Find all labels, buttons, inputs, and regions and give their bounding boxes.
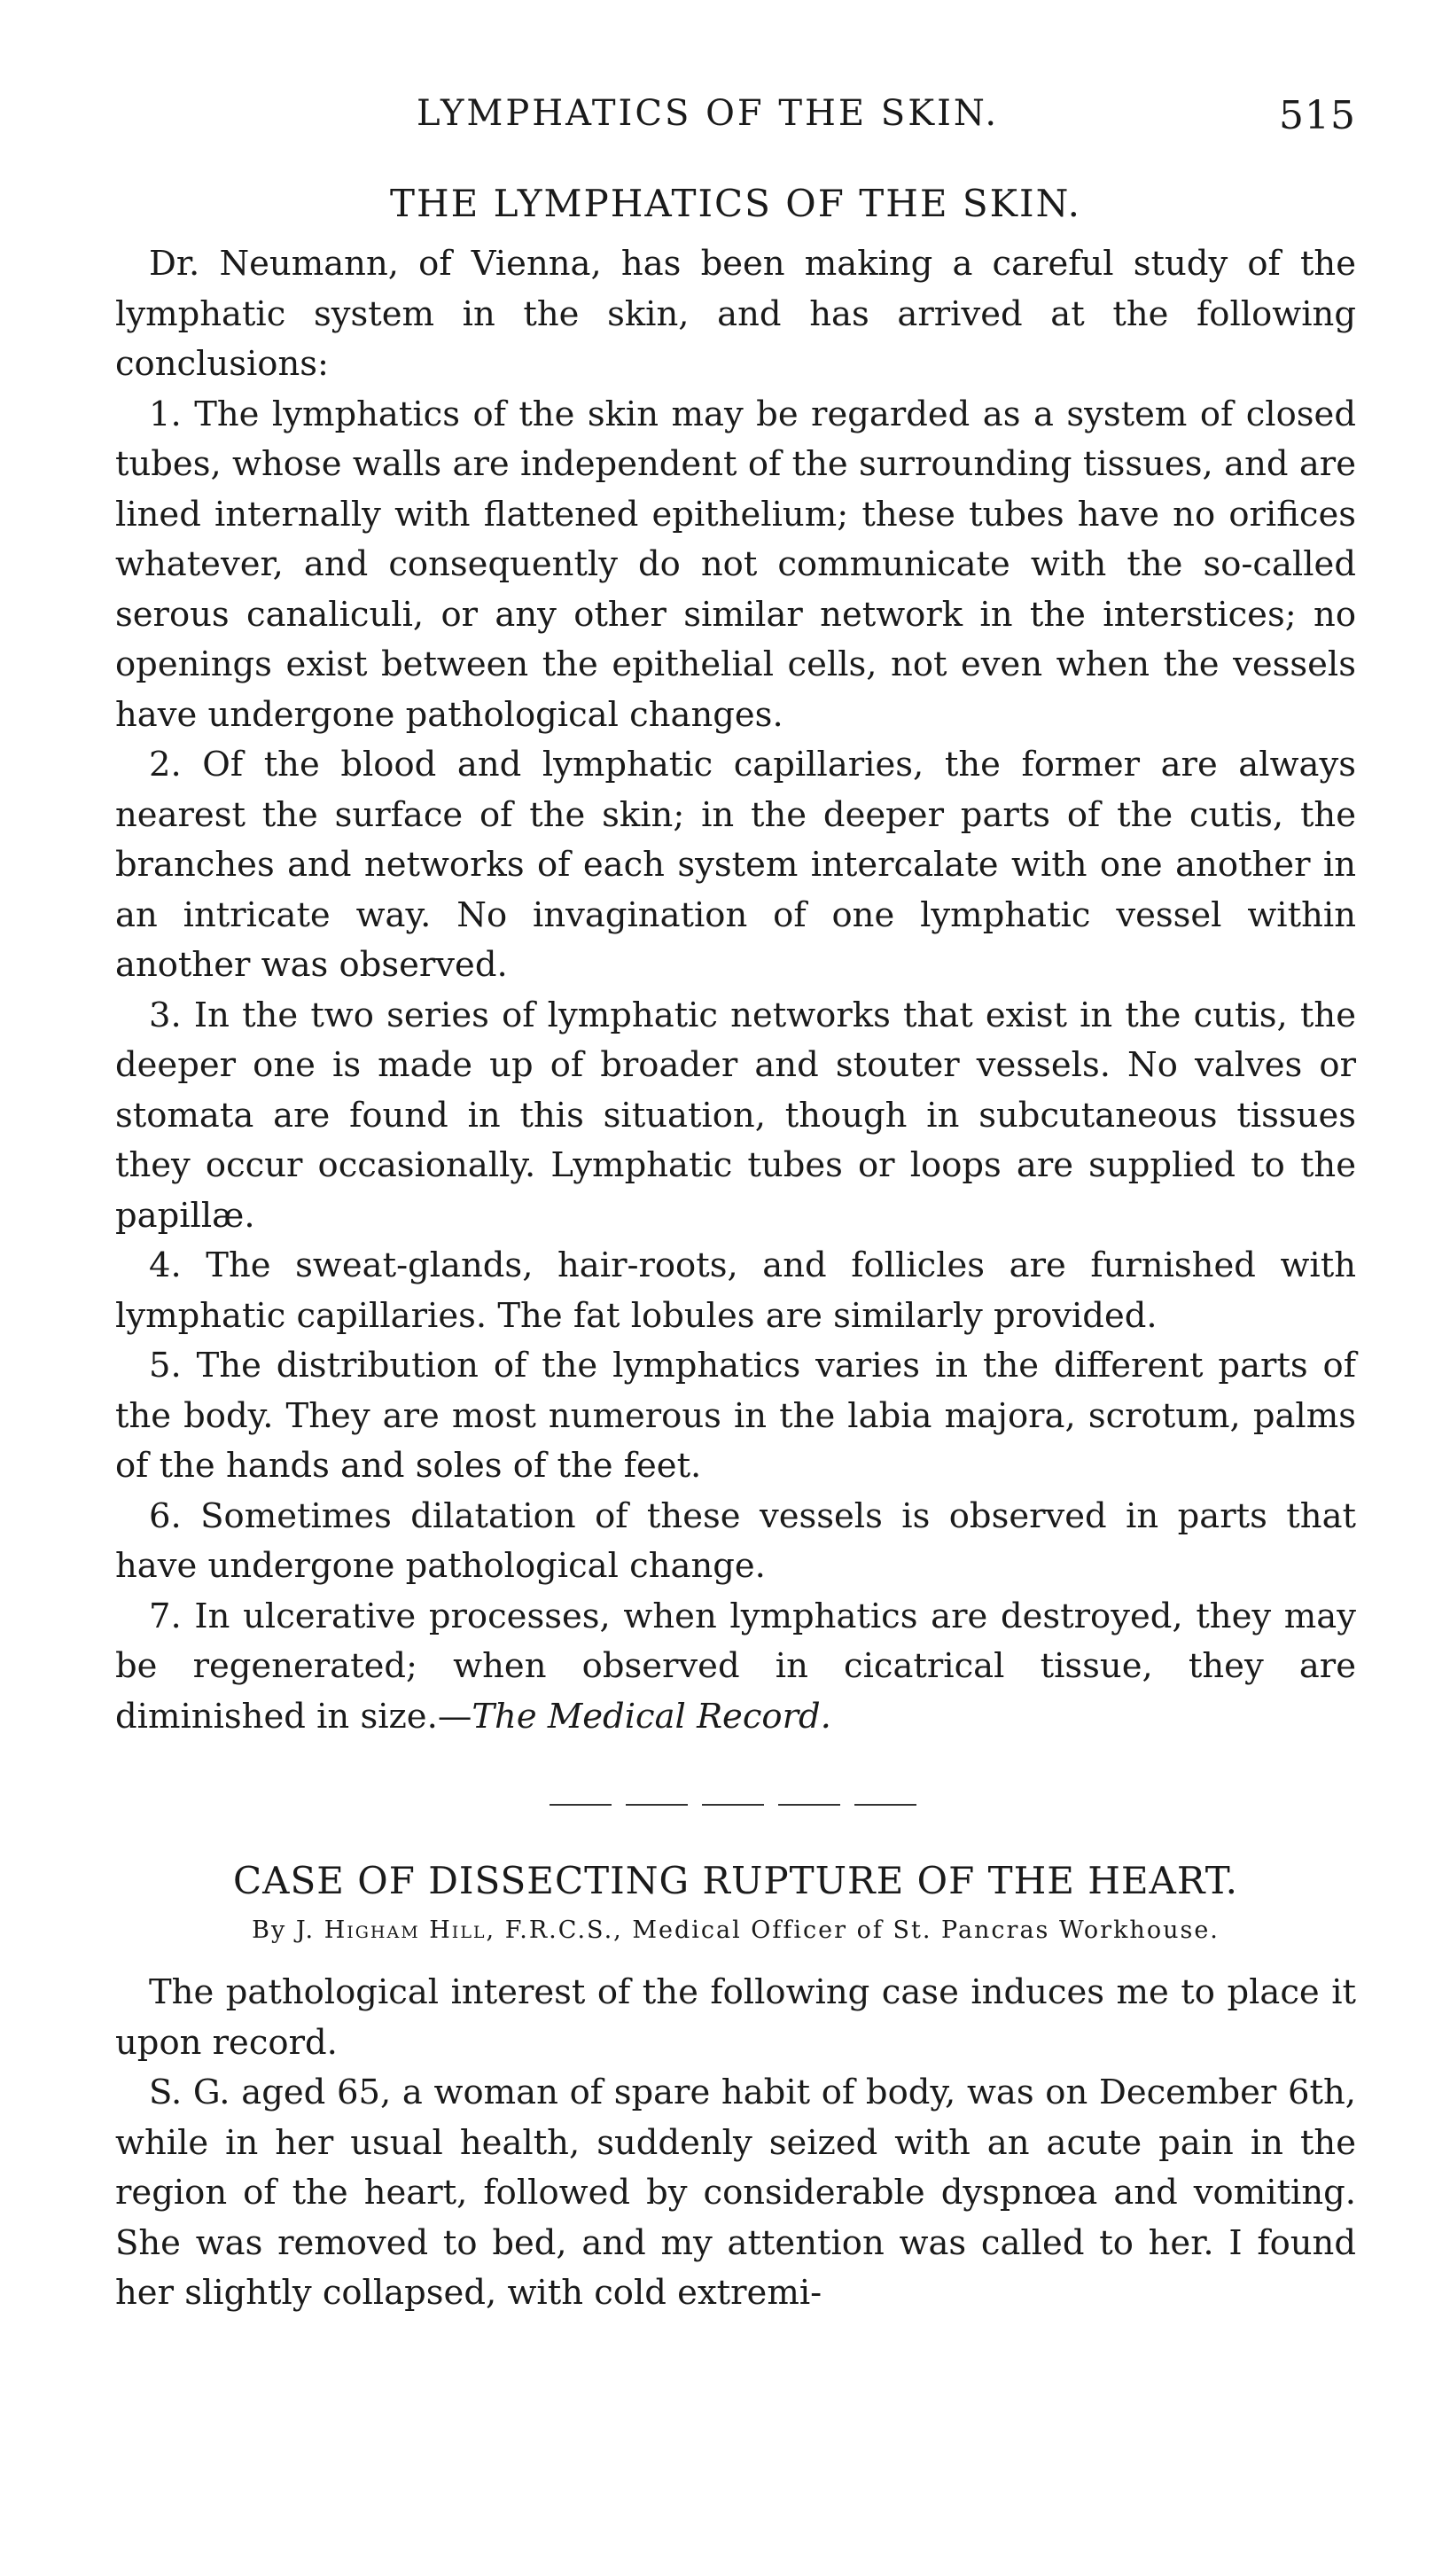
page-number: 515	[1279, 93, 1356, 138]
running-header	[115, 84, 1356, 146]
intro-paragraph: Dr. Neumann, of Vienna, has been making a careful study of the lymphatic system in the skin, and has arrived at the following conclusions:	[115, 244, 1356, 384]
byline-prefix: By	[252, 1916, 287, 1944]
conclusion-item: 6. Sometimes dilatation of these vessels is observed in parts that have undergone pathological change.	[115, 1495, 1356, 1586]
article-title: CASE OF DISSECTING RUPTURE OF THE HEART.	[233, 1859, 1238, 1902]
byline-credentials: F.R.C.S., Medical Officer of St. Pancras Workhouse.	[504, 1916, 1220, 1944]
article-case-report	[115, 1859, 1356, 2319]
article-title: THE LYMPHATICS OF THE SKIN.	[389, 182, 1082, 225]
conclusion-item: 2. Of the blood and lymphatic capillaries, the former are always nearest the surface of the skin; in the deeper parts of the cutis, the branches and networks of each system intercalate with one another in an intricate way. No invagination of one lymphatic vessel within another was observed.	[115, 745, 1356, 985]
section-divider	[550, 1804, 922, 1806]
article-lymphatics	[115, 182, 1356, 1742]
running-header-title: LYMPHATICS OF THE SKIN.	[417, 93, 1000, 134]
body-paragraph: S. G. aged 65, a woman of spare habit of body, was on December 6th, while in her usual health, suddenly seized with an acute pain in the region of the heart, followed by considerable dyspnœa and vomiting. She was removed to bed, and my attention was called to her. I found her slightly collapsed, with cold extremi-	[115, 2073, 1356, 2313]
byline	[115, 1911, 1356, 1950]
conclusion-item: 1. The lymphatics of the skin may be regarded as a system of closed tubes, whose walls are independent of the surrounding tissues, and are lined internally with flattened epithelium; these tubes have no orifices whatever, and consequently do not communicate with the so-called serous canaliculi, or any other similar network in the interstices; no openings exist between the epithelial cells, not even when the vessels have undergone pathological changes.	[115, 394, 1356, 735]
source-citation: The Medical Record.	[472, 1696, 831, 1737]
page	[115, 84, 1356, 2319]
conclusion-text: 7. In ulcerative processes, when lymphatics are destroyed, they may be regenerated; when observed in cicatrical tissue, they are diminished in size.—	[115, 1596, 1356, 1737]
conclusion-item: 4. The sweat-glands, hair-roots, and follicles are furnished with lymphatic capillaries. The fat lobules are similarly provided.	[115, 1245, 1356, 1336]
byline-author: J. Higham Hill,	[295, 1916, 496, 1944]
conclusion-item: 3. In the two series of lymphatic networks that exist in the cutis, the deeper one is made up of broader and stouter vessels. No valves or stomata are found in this situation, though in subcutaneous tissues they occur occasionally. Lymphatic tubes or loops are supplied to the papillæ.	[115, 995, 1356, 1236]
conclusion-item: 5. The distribution of the lymphatics varies in the different parts of the body. They are most numerous in the labia majora, scrotum, palms of the hands and soles of the feet.	[115, 1346, 1356, 1486]
body-paragraph: The pathological interest of the following case induces me to place it upon record.	[115, 1972, 1356, 2063]
conclusion-item-last	[115, 1592, 1356, 1743]
